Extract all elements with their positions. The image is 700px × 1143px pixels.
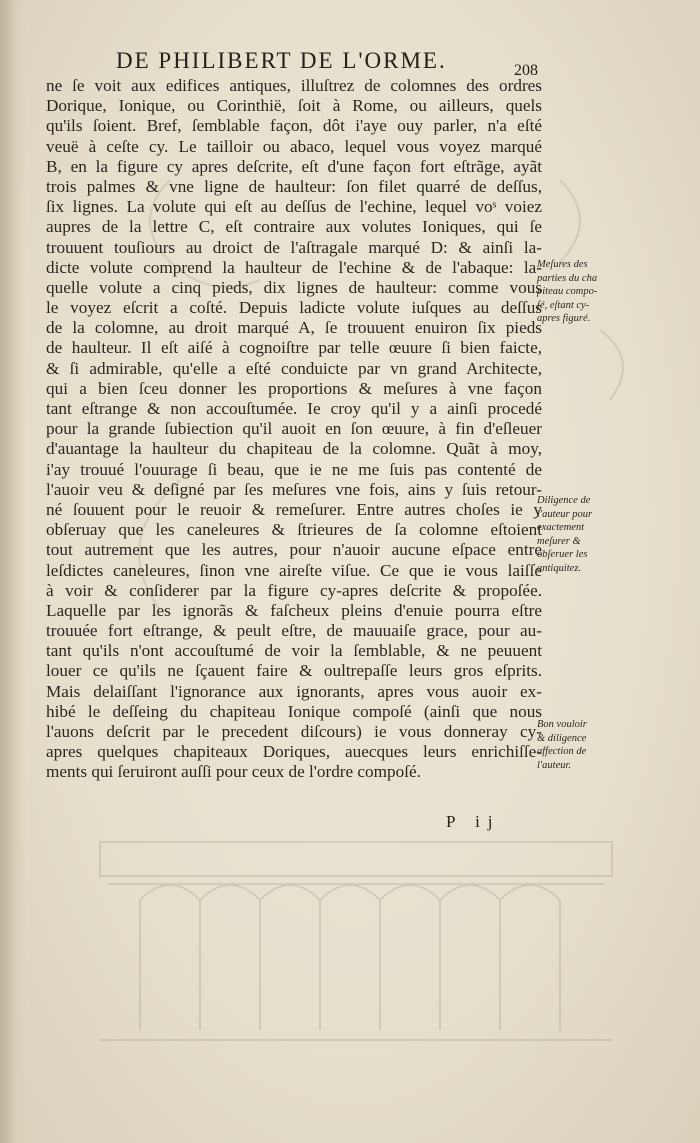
text-line: tout autrement que les autres, pour n'auoir aucune eſpace entre: [46, 540, 542, 560]
text-line: apres quelques chapiteaux Doriques, auecques leurs enrichiſſe-: [46, 742, 542, 762]
text-line: leſdictes caneleures, ſinon vne aireſte viſue. Ce que ie vous laiſſe: [46, 560, 542, 580]
text-line: qu'ils ſoient. Bref, ſemblable façon, dôt i'aye ouy parler, n'a eſté: [46, 116, 542, 136]
text-line: né ſouuent pour le reuoir & remeſurer. Entre autres choſes ie y: [46, 499, 542, 519]
margin-note-line: exactement: [537, 522, 585, 533]
text-line: qui a bien ſceu donner les proportions & meſures à vne façon: [46, 378, 542, 398]
text-line: tant qu'ils n'ont accouſtumé de voir la ſemblable, & ne peuuent: [46, 641, 542, 661]
text-line: de la colomne, au droit marqué A, ſe trouuent enuiron ſix pieds: [46, 318, 542, 338]
margin-note-line: obſeruer les: [537, 549, 588, 560]
text-line: tant eſtrange & non accouſtumée. Ie croy qu'il y a ainſi procedé: [46, 399, 542, 418]
margin-note-line: parties du cha: [537, 272, 598, 284]
margin-note-line: meſurer &: [537, 535, 581, 547]
text-line: aupres de la lettre C, eſt contraire aux volutes Ioniques, qui ſe: [46, 217, 542, 237]
text-line: ſix lignes. La volute qui eſt au deſſus de l'echine, lequel voˢ voiez: [46, 197, 542, 217]
text-line: à voir & conſiderer par la figure cy-apres deſcrite & propoſée.: [46, 580, 542, 600]
text-line: de haulteur. Il eſt aiſé à cognoiſtre par telle œuure ſi bien faicte,: [46, 338, 542, 358]
margin-note-line: Meſures des: [537, 259, 588, 270]
page-number: 208: [514, 62, 538, 79]
text-line: Laquelle par les ignorãs & faſcheux pleins d'enuie pourra eſtre: [46, 600, 542, 620]
running-head: DE PHILIBERT DE L'ORME.: [116, 48, 447, 73]
text-line: dicte volute comprend la haulteur de l'echine & de l'abaque: la-: [46, 257, 542, 277]
margin-note-line: Bon vouloir: [537, 719, 587, 730]
text-line: louer ce qu'ils ne ſçauent faire & oultrepaſſe leurs gros eſprits.: [46, 661, 542, 681]
margin-note-line: piteau compo-: [537, 286, 598, 297]
text-line: obſeruay que les caneleures & ſtrieures de ſa colomne eſtoient: [46, 520, 542, 540]
body-text: [46, 76, 542, 783]
text-line: quelle volute a cinq pieds, dix lignes de haulteur: comme vous: [46, 277, 542, 297]
text-line: & ſi admirable, qu'elle a eſté conduicte par vn grand Architecte,: [46, 358, 542, 378]
text-line: veuë à ceſte cy. Le tailloir ou abaco, lequel vous voyez marqué: [46, 136, 542, 156]
margin-note-diligence: [537, 494, 617, 575]
text-line: ments qui ſeruiront auſſi pour ceux de l'ordre compoſé.: [46, 762, 421, 782]
text-line: l'auoir veu & deſigné par ſes meſures vne fois, ains y ſuis retour-: [46, 479, 542, 499]
margin-note-line: ſé, eſtant cy-: [537, 299, 590, 311]
text-line: le voyez eſcrit a coſté. Depuis ladicte volute iuſques au deſſus: [46, 298, 542, 318]
text-line: B, en la figure cy apres deſcrite, eſt d'une façon fort eſtrãge, ayãt: [46, 156, 542, 176]
text-line: i'ay trouué l'ouurage ſi beau, que ie ne me ſuis pas contenté de: [46, 459, 542, 479]
text-line: trouuée fort eſtrange, & peult eſtre, de mauuaiſe grace, pour au-: [46, 621, 542, 641]
signature-mark: P ij: [446, 812, 501, 831]
text-line: l'auons deſcrit par le precedent diſcours) ie vous donneray cy-: [46, 722, 542, 741]
margin-note-mesures: [537, 258, 617, 326]
margin-note-line: & diligence: [537, 732, 587, 744]
text-line: trouuent touſiours au droict de l'aſtragale marqué D: & ainſi la-: [46, 237, 542, 257]
text-line: ne ſe voit aux edifices antiques, illuſtrez de colomnes des ordres: [46, 76, 542, 95]
margin-note-line: l'auteur pour: [537, 508, 593, 520]
margin-note-line: Diligence de: [537, 495, 591, 506]
text-line: hibé le deſſeing du chapiteau Ionique compoſé (ainſi que nous: [46, 701, 542, 721]
text-line: trois palmes & vne ligne de haulteur: ſon filet quarré de deſſus,: [46, 176, 542, 196]
margin-note-line: antiquitez.: [537, 562, 582, 574]
text-line: pour la grande ſubiection qu'il auoit en ſon œuure, à fin d'eſleuer: [46, 419, 542, 439]
margin-note-line: apres figuré.: [537, 313, 591, 324]
text-line: d'auantage la haulteur du chapiteau de la colomne. Quãt à moy,: [46, 439, 542, 459]
margin-note-line: affection de: [537, 746, 587, 757]
text-line: Mais delaiſſant l'ignorance aux ignorants, apres vous auoir ex-: [46, 681, 542, 701]
margin-note-line: l'auteur.: [537, 759, 572, 771]
text-line: Dorique, Ionique, ou Corinthië, ſoit à Rome, ou ailleurs, quels: [46, 96, 542, 116]
margin-note-bon-vouloir: [537, 718, 617, 772]
